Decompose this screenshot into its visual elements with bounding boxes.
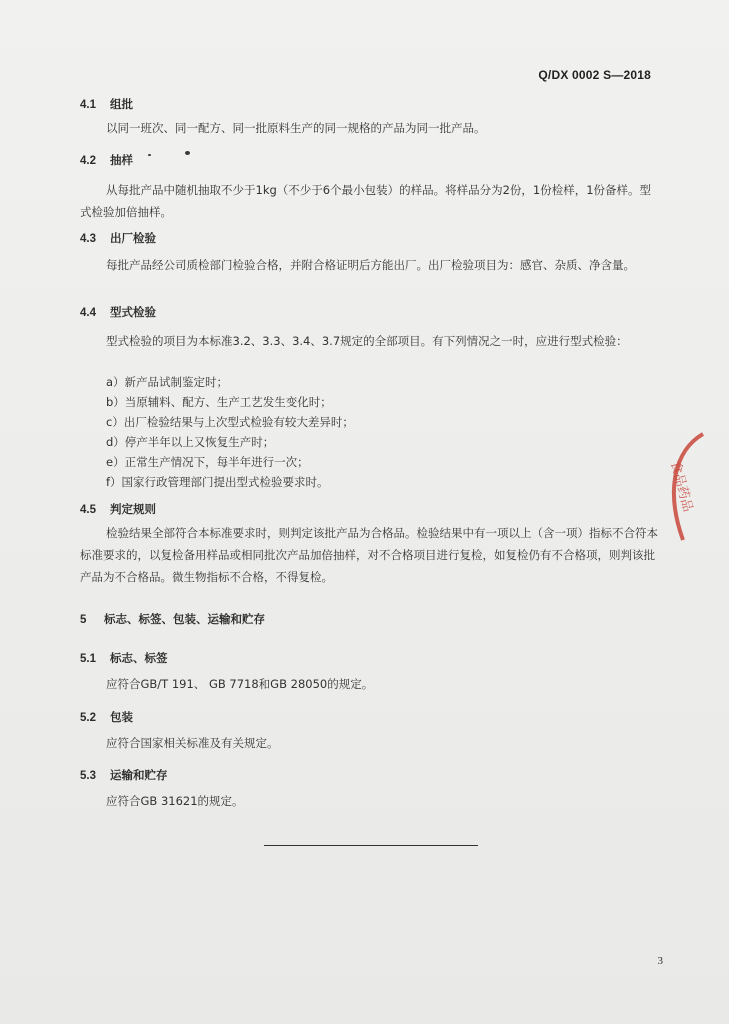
section-text-4-2: 从每批产品中随机抽取不少于1kg（不少于6个最小包装）的样品。将样品分为2份，1份检样，1份备样。型式检验加倍抽样。 — [80, 183, 652, 219]
section-title: 抽样 — [110, 153, 134, 167]
section-heading-4-2 — [80, 152, 133, 168]
section-heading-4-1 — [80, 96, 133, 112]
scan-speck — [185, 151, 190, 155]
section-number: 4.5 — [80, 504, 96, 516]
section-title: 出厂检验 — [110, 231, 157, 245]
section-heading-5-3 — [80, 767, 168, 783]
list-item: d）停产半年以上又恢复生产时； — [106, 435, 275, 449]
list-item: f）国家行政管理部门提出型式检验要求时。 — [106, 475, 329, 489]
section-text-4-5: 检验结果全部符合本标准要求时，则判定该批产品为合格品。检验结果中有一项以上（含一项）指标不合符本标准要求的，以复检备用样品或相同批次产品加倍抽样，对不合格项目进行复检，如复检仍有不合格项，则判该批产品为不合格品。微生物指标不合格，不得复检。 — [80, 526, 658, 584]
section-number: 5.3 — [80, 770, 96, 782]
section-heading-5 — [80, 611, 265, 627]
section-title: 标志、标签 — [110, 651, 168, 665]
standard-code: Q/DX 0002 S—2018 — [538, 68, 651, 82]
section-heading-4-3 — [80, 230, 156, 246]
section-title: 包装 — [110, 710, 134, 724]
section-number: 4.2 — [80, 155, 96, 167]
section-number: 5.1 — [80, 653, 96, 665]
section-heading-4-4 — [80, 304, 156, 320]
section-text-4-4: 型式检验的项目为本标准3.2、3.3、3.4、3.7规定的全部项目。有下列情况之一时，应进行型式检验： — [106, 334, 628, 348]
section-heading-5-1 — [80, 650, 168, 666]
section-title: 型式检验 — [110, 305, 157, 319]
section-number: 4.4 — [80, 307, 96, 319]
section-text-4-1: 以同一班次、同一配方、同一批原料生产的同一规格的产品为同一批产品。 — [106, 121, 486, 135]
list-item: b）当原辅料、配方、生产工艺发生变化时； — [106, 395, 332, 409]
section-number: 4.1 — [80, 99, 96, 111]
list-item: e）正常生产情况下，每半年进行一次； — [106, 455, 309, 469]
list-item: a）新产品试制鉴定时； — [106, 375, 229, 389]
section-number: 5 — [80, 614, 87, 626]
section-number: 5.2 — [80, 712, 96, 724]
page-number: 3 — [657, 955, 663, 967]
section-heading-5-2 — [80, 709, 133, 725]
section-number: 4.3 — [80, 233, 96, 245]
red-seal-stamp — [655, 430, 715, 550]
section-text-4-3: 每批产品经公司质检部门检验合格，并附合格证明后方能出厂。出厂检验项目为：感官、杂质、净含量。 — [106, 258, 635, 272]
section-title: 标志、标签、包装、运输和贮存 — [104, 612, 266, 626]
section-title: 运输和贮存 — [110, 768, 168, 782]
section-title: 判定规则 — [110, 502, 157, 516]
section-title: 组批 — [110, 97, 134, 111]
end-rule — [264, 845, 478, 846]
seal-text: 食品药品 — [667, 459, 696, 514]
list-item: c）出厂检验结果与上次型式检验有较大差异时； — [106, 415, 354, 429]
section-text-5-2: 应符合国家相关标准及有关规定。 — [106, 736, 279, 750]
section-heading-4-5 — [80, 501, 156, 517]
scan-speck — [148, 154, 151, 156]
section-text-5-3: 应符合GB 31621的规定。 — [106, 794, 244, 808]
section-text-5-1: 应符合GB/T 191、 GB 7718和GB 28050的规定。 — [106, 677, 374, 691]
